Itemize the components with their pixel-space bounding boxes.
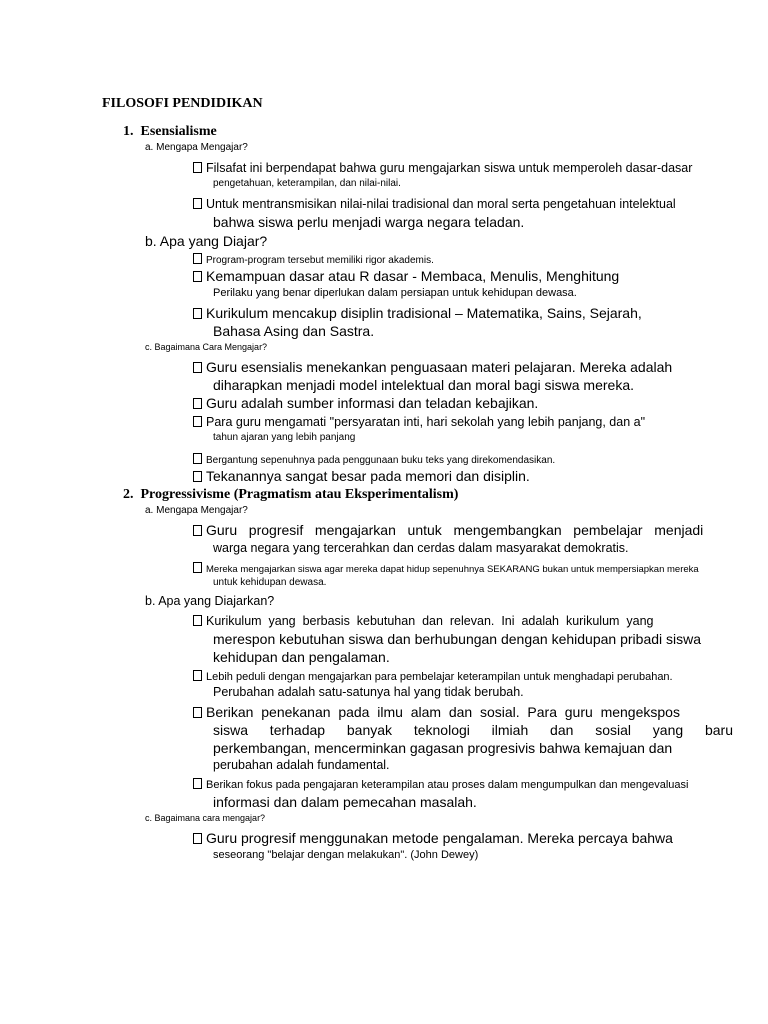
bullet-box-icon: [193, 453, 202, 464]
bullet-item: Guru progresif menggunakan metode pengalaman. Mereka percaya bahwa: [193, 830, 673, 846]
bullet-item-continuation: bahwa siswa perlu menjadi warga negara teladan.: [213, 214, 525, 230]
bullet-box-icon: [193, 525, 202, 536]
bullet-item: Kurikulum yang berbasis kebutuhan dan relevan. Ini adalah kurikulum yang: [193, 614, 653, 628]
bullet-box-icon: [193, 833, 202, 844]
bullet-item: Bergantung sepenuhnya pada penggunaan buku teks yang direkomendasikan.: [193, 453, 555, 466]
bullet-box-icon: [193, 707, 202, 718]
bullet-item: Berikan fokus pada pengajaran keterampilan atau proses dalam mengumpulkan dan mengevaluasi: [193, 778, 688, 791]
section-title: Esensialisme: [140, 124, 217, 139]
bullet-item-continuation: kehidupan dan pengalaman.: [213, 649, 390, 665]
bullet-item-continuation: Bahasa Asing dan Sastra.: [213, 323, 375, 339]
bullet-item: Guru esensialis menekankan penguasaan materi pelajaran. Mereka adalah: [193, 359, 672, 375]
bullet-item-continuation: Perubahan adalah satu-satunya hal yang tidak berubah.: [213, 685, 524, 699]
bullet-item: Guru adalah sumber informasi dan teladan kebajikan.: [193, 395, 538, 411]
bullet-item-continuation: pengetahuan, keterampilan, dan nilai-nilai.: [213, 178, 401, 189]
bullet-item-continuation: seseorang "belajar dengan melakukan". (John Dewey): [213, 849, 479, 861]
bullet-item: Program-program tersebut memiliki rigor akademis.: [193, 253, 434, 266]
subheading-apa-yang-diajarkan: b. Apa yang Diajarkan?: [145, 594, 275, 608]
bullet-item: Untuk mentransmisikan nilai-nilai tradisional dan moral serta pengetahuan intelektual: [193, 197, 676, 211]
section-number: 1.: [123, 124, 134, 139]
section-esensialisme-heading: [123, 124, 217, 140]
bullet-item-continuation: perubahan adalah fundamental.: [213, 758, 390, 772]
bullet-box-icon: [193, 471, 202, 482]
bullet-box-icon: [193, 162, 202, 173]
bullet-item: Kurikulum mencakup disiplin tradisional – Matematika, Sains, Sejarah,: [193, 305, 642, 321]
bullet-box-icon: [193, 198, 202, 209]
bullet-item-continuation: untuk kehidupan dewasa.: [213, 577, 327, 588]
bullet-box-icon: [193, 416, 202, 427]
bullet-item-continuation: tahun ajaran yang lebih panjang: [213, 432, 356, 443]
subheading-apa-yang-diajar: b. Apa yang Diajar?: [145, 233, 268, 249]
bullet-item: Filsafat ini berpendapat bahwa guru mengajarkan siswa untuk memperoleh dasar-dasar: [193, 161, 692, 175]
document-title: FILOSOFI PENDIDIKAN: [102, 96, 263, 111]
bullet-item: Tekanannya sangat besar pada memori dan disiplin.: [193, 468, 530, 484]
subheading-bagaimana-cara-mengajar: c. Bagaimana cara mengajar?: [145, 813, 266, 823]
bullet-item-continuation: warga negara yang tercerahkan dan cerdas dalam masyarakat demokratis.: [213, 541, 629, 555]
bullet-item: Kemampuan dasar atau R dasar - Membaca, Menulis, Menghitung: [193, 268, 619, 284]
bullet-box-icon: [193, 308, 202, 319]
bullet-box-icon: [193, 670, 202, 681]
bullet-box-icon: [193, 398, 202, 409]
bullet-item-continuation: siswa terhadap banyak teknologi ilmiah dan sosial yang baru: [213, 722, 733, 738]
bullet-box-icon: [193, 362, 202, 373]
bullet-box-icon: [193, 778, 202, 789]
bullet-item-continuation: merespon kebutuhan siswa dan berhubungan dengan kehidupan pribadi siswa: [213, 631, 702, 647]
bullet-box-icon: [193, 253, 202, 264]
bullet-box-icon: [193, 562, 202, 573]
bullet-box-icon: [193, 271, 202, 282]
bullet-item: Berikan penekanan pada ilmu alam dan sosial. Para guru mengekspos: [193, 704, 680, 720]
bullet-item-continuation: informasi dan dalam pemecahan masalah.: [213, 794, 477, 810]
bullet-item: Mereka mengajarkan siswa agar mereka dapat hidup sepenuhnya SEKARANG bukan untuk mempersiapkan mereka: [193, 562, 699, 575]
section-number: 2.: [123, 487, 134, 502]
bullet-item: Para guru mengamati "persyaratan inti, hari sekolah yang lebih panjang, dan a": [193, 415, 645, 429]
bullet-item-continuation: diharapkan menjadi model intelektual dan moral bagi siswa mereka.: [213, 377, 635, 393]
section-progressivisme-heading: [123, 487, 458, 503]
subheading-mengapa-mengajar: a. Mengapa Mengajar?: [145, 505, 248, 516]
section-title: Progressivisme (Pragmatism atau Eksperimentalism): [140, 487, 459, 502]
subheading-bagaimana-cara-mengajar: c. Bagaimana Cara Mengajar?: [145, 342, 268, 352]
bullet-item-continuation: Perilaku yang benar diperlukan dalam persiapan untuk kehidupan dewasa.: [213, 287, 577, 299]
bullet-item: Lebih peduli dengan mengajarkan para pembelajar keterampilan untuk menghadapi perubahan.: [193, 670, 673, 683]
bullet-item: Guru progresif mengajarkan untuk mengembangkan pembelajar menjadi: [193, 522, 703, 538]
subheading-mengapa-mengajar: a. Mengapa Mengajar?: [145, 142, 248, 153]
bullet-box-icon: [193, 615, 202, 626]
bullet-item-continuation: perkembangan, mencerminkan gagasan progresivis bahwa kemajuan dan: [213, 740, 673, 756]
